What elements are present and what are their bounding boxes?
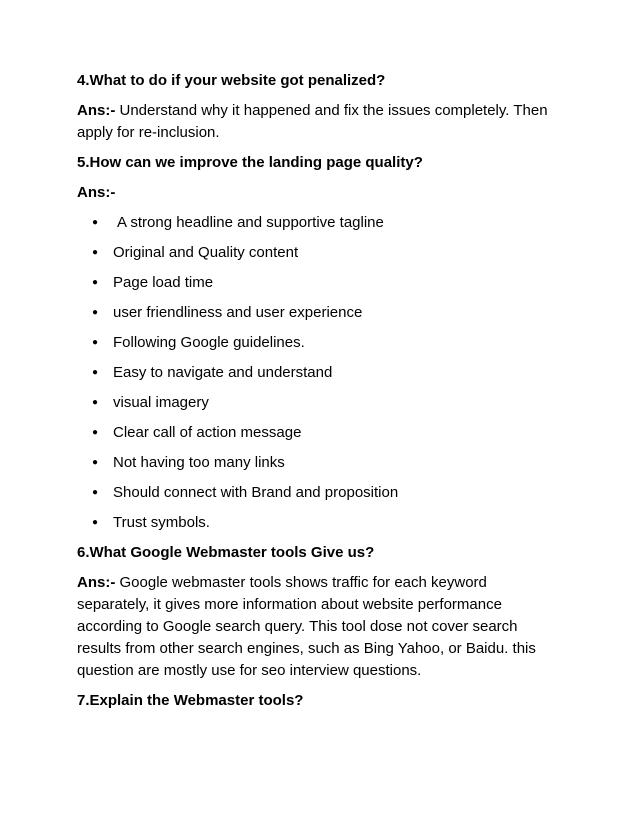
- question-5-heading: 5.How can we improve the landing page quality?: [77, 154, 423, 171]
- list-item: [77, 482, 567, 504]
- list-item: [77, 272, 567, 294]
- list-item-text: Easy to navigate and understand: [113, 364, 333, 381]
- list-item: [77, 422, 567, 444]
- list-item-text: Trust symbols.: [113, 514, 210, 531]
- bullet-icon: ●: [92, 367, 99, 378]
- list-item-text: Page load time: [113, 274, 214, 291]
- document-content: [77, 70, 567, 720]
- answer-4: [77, 100, 567, 144]
- list-item-text: A strong headline and supportive tagline: [117, 214, 384, 231]
- list-item-text: Not having too many links: [113, 454, 285, 471]
- answer-6-line-5: question are mostly use for seo interview questions.: [77, 662, 422, 679]
- list-item-text: visual imagery: [113, 394, 209, 411]
- list-item: [77, 332, 567, 354]
- list-item: [77, 212, 567, 234]
- bullet-icon: ●: [92, 397, 99, 408]
- answer-label: Ans:-: [77, 574, 116, 591]
- question-6-heading: 6.What Google Webmaster tools Give us?: [77, 544, 375, 561]
- list-item-text: Should connect with Brand and proposition: [113, 484, 399, 501]
- list-item-text: Original and Quality content: [113, 244, 299, 261]
- bullet-icon: ●: [92, 457, 99, 468]
- answer-6-line-2: separately, it gives more information about website performance: [77, 596, 502, 613]
- bullet-icon: ●: [92, 517, 99, 528]
- answer-5-label-row: [77, 182, 567, 204]
- list-item-text: user friendliness and user experience: [113, 304, 363, 321]
- bullet-icon: ●: [92, 217, 99, 228]
- list-item: [77, 452, 567, 474]
- answer-4-line-2: apply for re-inclusion.: [77, 124, 220, 141]
- list-item: [77, 362, 567, 384]
- answer-6-line-3: according to Google search query. This tool dose not cover search: [77, 618, 518, 635]
- bullet-icon: ●: [92, 247, 99, 258]
- bullet-icon: ●: [92, 277, 99, 288]
- answer-6-line-1: Google webmaster tools shows traffic for each keyword: [119, 574, 487, 591]
- answer-6-line-4: results from other search engines, such as Bing Yahoo, or Baidu. this: [77, 640, 536, 657]
- answer-6: [77, 572, 567, 682]
- list-item: [77, 302, 567, 324]
- landing-page-quality-list: [77, 212, 567, 534]
- bullet-icon: ●: [92, 487, 99, 498]
- list-item: [77, 242, 567, 264]
- answer-4-line-1: Understand why it happened and fix the issues completely. Then: [119, 102, 548, 119]
- list-item: [77, 512, 567, 534]
- list-item-text: Following Google guidelines.: [113, 334, 305, 351]
- answer-label: Ans:-: [77, 184, 116, 201]
- question-4-heading: 4.What to do if your website got penalized?: [77, 72, 386, 89]
- list-item: [77, 392, 567, 414]
- question-7-heading: 7.Explain the Webmaster tools?: [77, 692, 304, 709]
- list-item-text: Clear call of action message: [113, 424, 302, 441]
- bullet-icon: ●: [92, 307, 99, 318]
- bullet-icon: ●: [92, 427, 99, 438]
- answer-label: Ans:-: [77, 102, 116, 119]
- bullet-icon: ●: [92, 337, 99, 348]
